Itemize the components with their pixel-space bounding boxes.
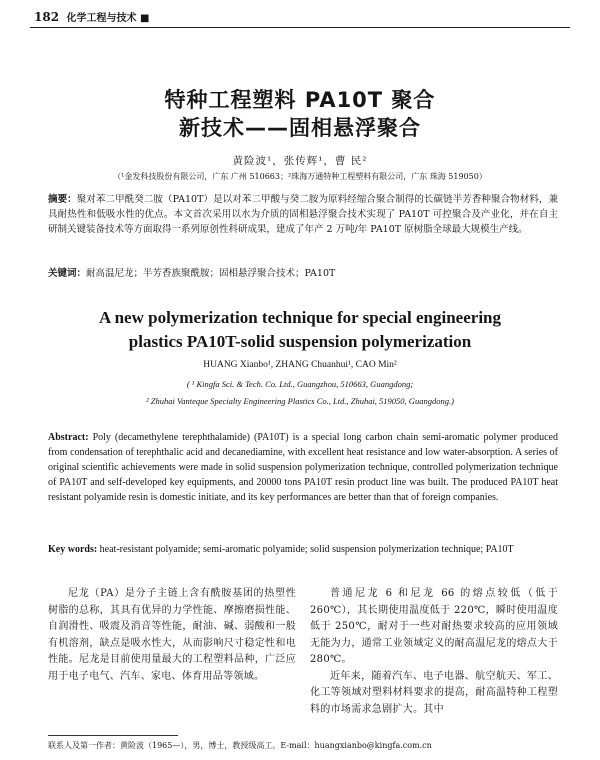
header-rule xyxy=(30,27,570,28)
footnote-rule xyxy=(48,735,178,736)
keywords-english xyxy=(48,542,558,557)
keywords-en-label: Key words: xyxy=(48,544,98,555)
body-column-left xyxy=(48,586,296,685)
abstract-en-label: Abstract: xyxy=(48,432,89,443)
body-paragraph: 普通尼龙 6 和尼龙 66 的熔点较低（低于 260℃），其长期使用温度低于 220℃，瞬时使用温度低于 250℃，耐对于一些对耐热要求较高的应用领域无能为力，通常工业领域定义的耐高温尼龙的熔点大于 280℃。 xyxy=(310,588,558,665)
title-cn-line1: 特种工程塑料 PA10T 聚合 xyxy=(164,88,436,112)
affiliation-en-2: ² Zhuhai Vanteque Specialty Engineering Plastics Co., Ltd., Zhuhai, 519050, Guangdong.) xyxy=(146,396,454,406)
abstract-en-text: Poly (decamethylene terephthalamide) (PA10T) is a special long carbon chain semi-aromatic polymer produced from condensation of terephthalic acid and decanediamine, with excellent heat resistance and low water-absorption. A series of original scientific achievements were made in solid suspension polymerization technique, controlled polymerization technique of PA10T and self-developed key equipments, and 20000 tons PA10T resin product line was built. The produced PA10T heat resistant polyamide resin is domestic initiate, and its key performances are better than that of foreign companies. xyxy=(48,432,558,503)
authors-english: HUANG Xianbo¹, ZHANG Chuanhui¹, CAO Min² xyxy=(203,360,397,370)
authors-chinese: 黄险波¹，张传辉¹，曹 民² xyxy=(232,155,368,167)
title-chinese xyxy=(0,86,600,142)
keywords-en-text: heat-resistant polyamide; semi-aromatic polyamide; solid suspension polymerization technique; PA10T xyxy=(99,544,514,555)
body-paragraph: 尼龙（PA）是分子主链上含有酰胺基团的热塑性树脂的总称，其具有优异的力学性能、摩擦磨损性能、自润滑性、吸震及消音等性能，耐油、碱、弱酸和一般有机溶剂，缺点是吸水性大，从而影响尺寸稳定性和电性能。尼龙是目前使用量最大的工程塑料品种，广泛应用于电子电气、汽车、家电、体育用品等领域。 xyxy=(48,588,296,682)
keywords-cn-text: 耐高温尼龙；半芳香族聚酰胺；固相悬浮聚合技术；PA10T xyxy=(86,268,336,279)
title-cn-line2: 新技术——固相悬浮聚合 xyxy=(179,116,421,140)
body-column-right xyxy=(310,586,558,718)
affiliations-chinese: （¹金发科技股份有限公司，广东 广州 510663；²珠海万通特种工程塑料有限公司，广东 珠海 519050） xyxy=(113,172,487,181)
abstract-english xyxy=(48,430,558,505)
title-en-line2: plastics PA10T-solid suspension polymerization xyxy=(128,332,472,351)
abstract-cn-label: 摘要： xyxy=(48,194,77,205)
body-paragraph: 近年来，随着汽车、电子电器、航空航天、军工、化工等领域对塑料材料要求的提高，耐高温特种工程塑料的市场需求急剧扩大。其中 xyxy=(310,670,558,715)
abstract-cn-text: 聚对苯二甲酰癸二胺（PA10T）是以对苯二甲酸与癸二胺为原料经缩合聚合制得的长碳链半芳香种聚合物材料，兼具耐热性和低吸水性的优点。本文首次采用以水为介质的固相悬浮聚合技术实现了 PA10T 可控聚合及产业化，并在自主研制关键装备技术等方面取得一系列原创性科研成果，建成了年产 2 万吨/年 PA10T 原树脂全球最大规模生产线。 xyxy=(48,194,558,235)
keywords-chinese xyxy=(48,266,558,281)
affiliation-en-1: ( ¹ Kingfa Sci. & Tech. Co. Ltd., Guangzhou, 510663, Guangdong; xyxy=(186,379,414,389)
abstract-chinese xyxy=(48,192,558,237)
title-en-line1: A new polymerization technique for special engineering xyxy=(99,308,501,327)
keywords-cn-label: 关键词： xyxy=(48,268,87,279)
footnote: 联系人及第一作者：黄险波（1965—），男，博士，教授级高工。E-mail：huangxianbo@kingfa.com.cn xyxy=(48,741,432,750)
page-number: 182 xyxy=(34,10,60,24)
running-header xyxy=(34,9,149,24)
journal-name: 化学工程与技术 ■ xyxy=(66,13,150,24)
title-english xyxy=(0,306,600,354)
